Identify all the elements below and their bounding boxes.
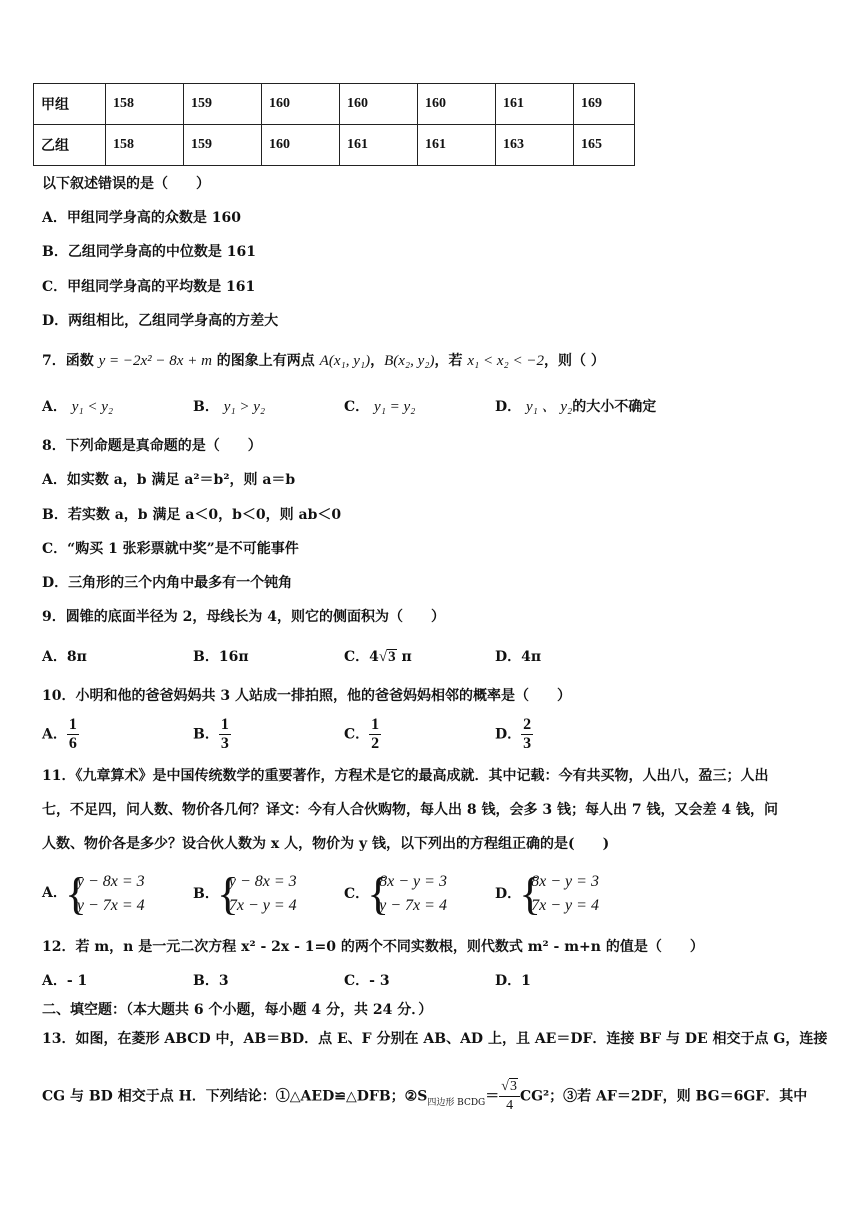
option-label: B． [193,726,219,743]
q10-option-a [42,716,79,753]
equation-system: { y − 8x = 3 y − 7x = 4 [64,868,145,919]
table-cell: 160 [340,84,418,125]
option-label: D． [495,726,522,743]
fraction: $\frac{2}{3}$ [523,716,532,752]
q7-point-b: B(x₂, y₂) [384,353,435,369]
table-row [34,125,635,166]
radicand: 3 [388,649,396,665]
table-cell: 163 [496,125,574,166]
q7-point-a: A(x₁, y₁) [319,353,371,369]
fraction: $\frac{√3}{4}$ [499,1078,520,1115]
table-cell: 161 [340,125,418,166]
option-label: A． [42,885,67,901]
option-tail: π [396,649,412,665]
q8-option-b: B．若实数 a，b 满足 a＜0，b＜0，则 ab＜0 [42,507,342,523]
option-label: A． [42,726,67,743]
table-cell: 158 [106,84,184,125]
q9-option-c: C．4√3 π [344,649,412,665]
q9-option-d: D．4π [495,649,542,665]
q6-stem: 以下叙述错误的是（ ） [42,176,210,192]
fraction: $\frac{1}{3}$ [220,716,229,752]
q11-line-2: 七，不足四，问人数、物价各几何？译文：今有人合伙购物，每人出 8 钱，会多 3 钱；每人出 7 钱，又会差 4 钱，问 [42,802,778,818]
equation-system: { 8x − y = 3 7x − y = 4 [519,868,599,919]
option-label: C． [344,886,370,902]
option-label: B． [193,886,219,902]
equation-system: { y − 8x = 3 7x − y = 4 [216,868,297,919]
q7-option-a [42,397,113,417]
q7-function: y = −2x² − 8x + m [98,353,212,369]
section-heading: 二、填空题：（本大题共 6 个小题，每小题 4 分，共 24 分．） [42,1002,433,1018]
table-cell: 159 [184,125,262,166]
row-label: 乙组 [34,125,106,166]
option-label: D． [495,399,522,415]
table-cell: 160 [262,125,340,166]
fraction: $\frac{1}{6}$ [68,716,77,752]
option-tail: 的大小不确定 [572,399,657,415]
q7-tail: ，则（ ） [543,353,605,369]
q6-option-d: D．两组相比，乙组同学身高的方差大 [42,313,279,329]
q7-separator: ， [370,353,385,369]
q12-option-d: D．1 [495,973,531,989]
q11-option-a [42,870,145,918]
table-cell: 161 [418,125,496,166]
q10-option-b [193,716,231,753]
table-cell: 165 [574,125,635,166]
q9-option-a: A．8π [42,649,87,665]
q8-option-d: D．三角形的三个内角中最多有一个钝角 [42,575,293,591]
q13-line-2 [42,1078,807,1115]
option-expr: y₁ > y₂ [223,399,266,415]
fraction: $\frac{1}{2}$ [371,716,380,752]
table-cell: 158 [106,125,184,166]
q7-condition-prefix: ，若 [434,353,463,369]
q12-option-c: C．- 3 [344,973,390,989]
option-expr: y₁ 、 y₂ [526,399,573,415]
row-label: 甲组 [34,84,106,125]
q6-option-c: C．甲组同学身高的平均数是 161 [42,279,256,295]
q11-option-c [344,870,447,918]
q8-option-a: A．如实数 a，b 满足 a²＝b²，则 a＝b [42,472,296,488]
table-row [34,84,635,125]
q11-line-3: 人数、物价各是多少？设合伙人数为 x 人，物价为 y 钱，以下列出的方程组正确的是( ) [42,836,610,852]
table-cell: 161 [496,84,574,125]
equation-system: { 8x − y = 3 y − 7x = 4 [367,868,447,919]
subscript: 四边形 BCDG [427,1097,486,1108]
option-label: A． [42,399,67,415]
q9-option-b: B．16π [193,649,249,665]
table-cell: 160 [418,84,496,125]
q6-option-a: A．甲组同学身高的众数是 160 [42,210,241,226]
option-expr: y₁ = y₂ [374,399,416,415]
q9-stem: 9．圆锥的底面半径为 2，母线长为 4，则它的侧面积为（ ） [42,609,445,625]
q10-option-d [495,716,533,753]
q7-option-b [193,397,265,417]
q13-line-2-start: CG 与 BD 相交于点 H．下列结论：①△AED≌△DFB；②S [42,1088,428,1105]
q10-option-c [344,716,381,753]
q12-stem: 12．若 m，n 是一元二次方程 x² - 2x - 1=0 的两个不同实数根，则代数式 m² - m+n 的值是（ ） [42,939,704,955]
equals-sign: ＝ [485,1088,500,1105]
q7-option-d [495,397,656,417]
q11-option-b [193,870,297,918]
q12-option-b: B．3 [193,973,229,989]
q13-line-1: 13．如图，在菱形 ABCD 中，AB＝BD．点 E、F 分别在 AB、AD 上，且 AE＝DF．连接 BF 与 DE 相交于点 G，连接 [42,1031,828,1047]
q11-line-1: 11．《九章算术》是中国传统数学的重要著作，方程术是它的最高成就．其中记载：今有共买物，人出八，盈三；人出 [42,768,769,784]
table-cell: 160 [262,84,340,125]
option-label: B． [193,399,219,415]
q12-option-a: A．- 1 [42,973,88,989]
q11-option-d [495,870,599,918]
option-label: C． [344,726,370,743]
q7-number: 7．函数 [42,353,94,369]
q13-line-2-end: CG²；③若 AF＝2DF，则 BG＝6GF．其中 [519,1088,808,1105]
q8-option-c: C．“购买 1 张彩票就中奖”是不可能事件 [42,541,299,557]
q10-stem: 10．小明和他的爸爸妈妈共 3 人站成一排拍照，他的爸爸妈妈相邻的概率是（ ） [42,688,571,704]
q7-condition: x₁ < x₂ < −2 [467,353,544,369]
option-label: C． [344,399,370,415]
table-cell: 169 [574,84,635,125]
option-label: C．4 [344,649,379,665]
q7-stem [42,351,605,371]
q8-stem: 8．下列命题是真命题的是（ ） [42,438,262,454]
table-cell: 159 [184,84,262,125]
option-expr: y₁ < y₂ [71,399,114,415]
q6-option-b: B．乙组同学身高的中位数是 161 [42,244,256,260]
option-label: D． [495,886,522,902]
height-data-table [33,83,635,166]
q7-mid-text: 的图象上有两点 [216,353,315,369]
q7-option-c [344,397,415,417]
